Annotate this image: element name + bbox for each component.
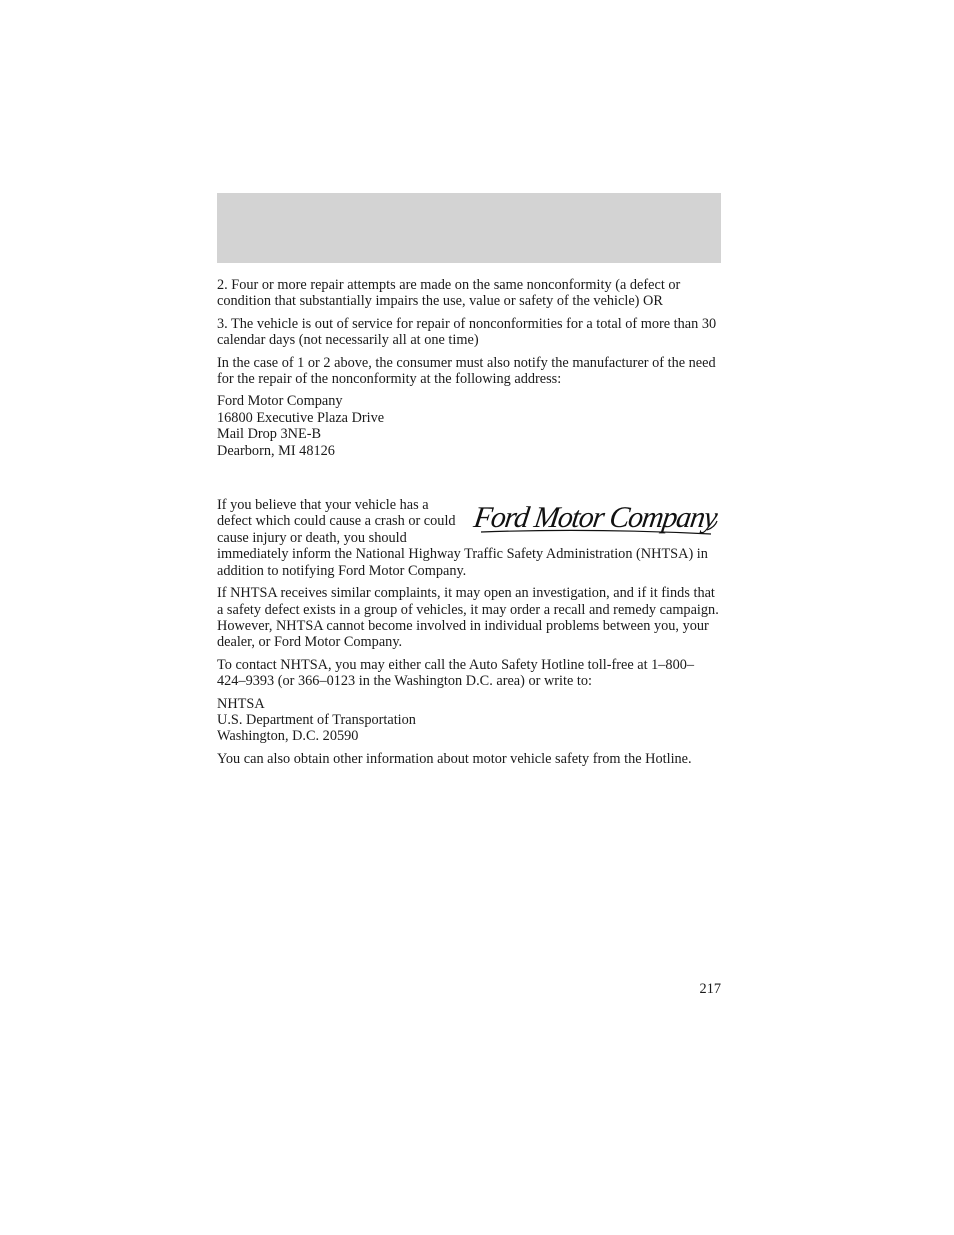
page-number: 217 [699, 981, 721, 997]
paragraph-hotline-info: You can also obtain other information about motor vehicle safety from the Hotline. [217, 750, 692, 767]
paragraph-repair-attempts: 2. Four or more repair attempts are made on the same nonconformity (a defect or condition that substantially impairs the use, value or safety of the vehicle) OR [217, 277, 681, 310]
paragraph-contact-nhtsa: To contact NHTSA, you may either call the Auto Safety Hotline toll-free at 1–800–424–9393 (or 366–0123 in the Washington D.C. area) or write to: [217, 656, 695, 690]
section-spacer [217, 465, 721, 497]
safety-defect-text: If you believe that your vehicle has a defect which could cause a crash or could cause injury or death, you should immediately inform the National Highway Traffic Safety Administration (NHTSA) in addition to notifying Ford Motor Company. [217, 497, 708, 579]
logo-wordmark: Ford Motor Company [471, 500, 719, 535]
paragraph-out-of-service: 3. The vehicle is out of service for repair of nonconformities for a total of more than 30 calendar days (not necessarily all at one time) [217, 315, 717, 349]
ford-script-logo-icon [471, 497, 721, 539]
address-line: Mail Drop 3NE-B [217, 426, 322, 443]
paragraph-notify-manufacturer: In the case of 1 or 2 above, the consumer must also notify the manufacturer of the need for the repair of the nonconformity at the following address: [217, 354, 716, 388]
nhtsa-address [217, 696, 721, 745]
address-line: 16800 Executive Plaza Drive [217, 409, 385, 426]
paragraph-nhtsa-investigation: If NHTSA receives similar complaints, it may open an investigation, and if it finds that a safety defect exists in a group of vehicles, it may order a recall and remedy campaign. However, NHTSA cannot become involved in individual problems between you, your dealer, or Ford Motor Company. [217, 585, 719, 651]
address-line: Washington, D.C. 20590 [217, 728, 359, 745]
address-line: U.S. Department of Transportation [217, 711, 416, 728]
address-line: NHTSA [217, 695, 265, 712]
ford-address [217, 393, 721, 459]
ford-motor-company-logo [471, 497, 721, 539]
address-line: Ford Motor Company [217, 393, 343, 410]
address-line: Dearborn, MI 48126 [217, 442, 335, 459]
page-content [217, 277, 721, 773]
section-header-band [217, 193, 721, 263]
paragraph-safety-defect [217, 497, 721, 579]
